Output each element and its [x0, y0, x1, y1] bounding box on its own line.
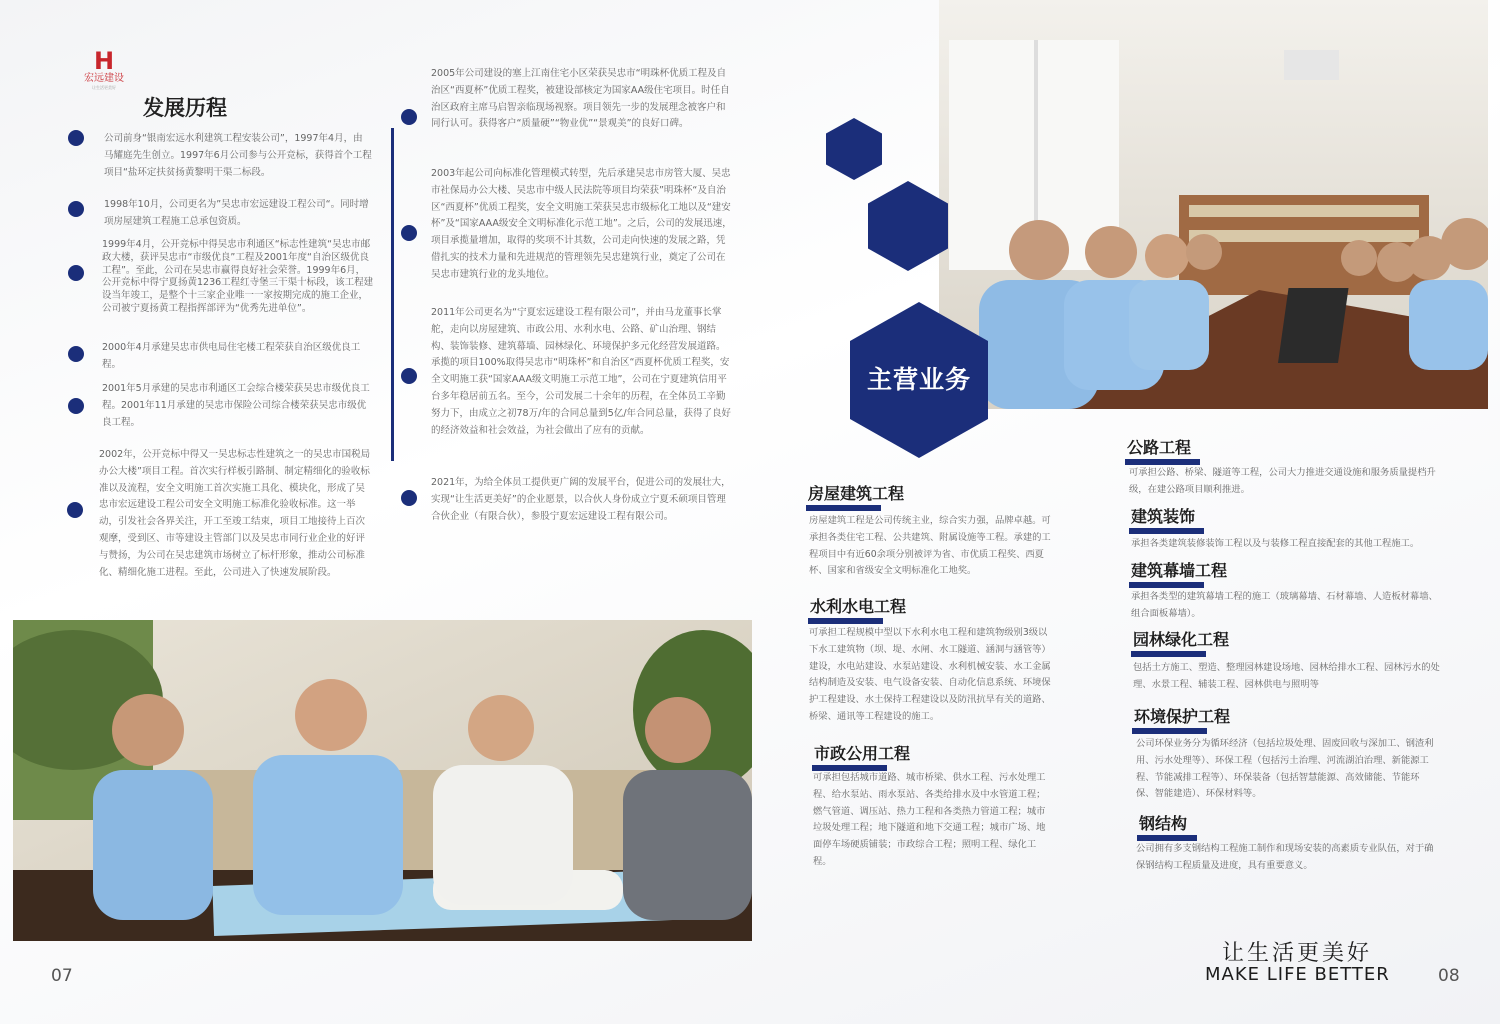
biz-title-text: 水利水电工程 — [810, 597, 907, 616]
timeline-dot — [68, 130, 84, 146]
biz-title-housing — [808, 481, 904, 504]
biz-desc-steel: 公司拥有多支钢结构工程施工制作和现场安装的高素质专业队伍，对于确保钢结构工程质量及进度，具有重要意义。 — [1136, 843, 1434, 871]
title-underline — [1129, 528, 1204, 534]
biz-desc-decoration: 承担各类建筑装修装饰工程以及与装修工程直接配套的其他工程施工。 — [1131, 538, 1420, 549]
timeline-dot — [401, 109, 417, 125]
biz-title-municipal — [814, 741, 910, 764]
biz-title-highway — [1127, 435, 1191, 458]
timeline-dot — [68, 201, 84, 217]
biz-title-environment — [1134, 704, 1230, 727]
history-paragraph: 1998年10月，公司更名为”吴忠市宏远建设工程公司“。同时增项房屋建筑工程施工总承包资质。 — [104, 199, 369, 227]
timeline-dot — [67, 502, 83, 518]
history-paragraph: 2021年，为给全体员工提供更广阔的发展平台，促进公司的发展壮大，实现“让生活更美好”的企业愿景，以合伙人身份成立宁夏禾硕项目管理合伙企业（有限合伙），参股宁夏宏远建设工程有限公司。 — [431, 477, 731, 522]
page-number-right: 08 — [1438, 966, 1460, 986]
biz-title-landscape — [1133, 627, 1229, 650]
logo-tagline: 让生活更美好 — [92, 85, 116, 90]
biz-title-text: 公路工程 — [1127, 438, 1192, 457]
page-number-left: 07 — [51, 966, 73, 986]
biz-desc-environment: 公司环保业务分为循环经济（包括垃圾处理、固废回收与深加工、钢渣利用、污水处理等）、环保工程（包括污土治理、河流湖泊治理、新能源工程、节能减排工程等）、环保装备（包括智慧能源、高效储能、节能环保、智能建造）、环保材料等。 — [1136, 738, 1434, 800]
history-paragraph: 2003年起公司向标准化管理模式转型，先后承建吴忠市房管大厦、吴忠市社保局办公大楼、吴忠市中级人民法院等项目均荣获”明珠杯“及自治区“西夏杯”优质工程奖，安全文明施工荣获吴忠市级标化工地以及“建安杯”及“国家AAA级安全文明标准化示范工地”。之后，公司的发展迅速，项目承揽量增加，取得的奖项不计其数，公司走向快速的发展之路，凭借扎实的技术力量和先进规范的管理领先吴忠建筑行业，奠定了公司在吴忠市建筑行业的龙头地位。 — [431, 168, 732, 280]
biz-desc-housing: 房屋建筑工程是公司传统主业，综合实力强，品牌卓越。可承担各类住宅工程、公共建筑、附属设施等工程。承建的工程项目中有近60余项分别被评为省、市优质工程奖、西夏杯、国家和省级安全文明标准化工地奖。 — [809, 515, 1051, 577]
biz-title-text: 园林绿化工程 — [1133, 630, 1230, 649]
timeline-dot — [68, 346, 84, 362]
timeline-dot — [401, 490, 417, 506]
history-paragraph: 2002年，公开竞标中得又一吴忠标志性建筑之一的吴忠市国税局办公大楼”项目工程。首次实行样板引路制、制定精细化的验收标准以及流程，安全文明施工首次实施工具化、模块化，形成了吴忠市宏远建设工程公司安全文明施工标准化验收标准。这一举动，引发社会各界关注，开工至竣工结束，项目工地接待上百次观摩，受到区、市等建设主管部门以及吴忠市同行业企业的好评与赞扬，为公司在吴忠建筑市场树立了标杆形象，推动公司标准化、精细化施工进程。至此，公司进入了快速发展阶段。 — [99, 449, 371, 578]
biz-title-text: 建筑幕墙工程 — [1131, 561, 1228, 580]
biz-title-text: 建筑装饰 — [1131, 507, 1196, 526]
title-underline — [1131, 651, 1206, 657]
logo-name: 宏远建设 — [84, 73, 124, 84]
biz-title-text: 钢结构 — [1139, 814, 1188, 833]
biz-desc-municipal: 可承担包括城市道路、城市桥梁、供水工程、污水处理工程、给水泵站、雨水泵站、各类给排水及中水管道工程；燃气管道、调压站、热力工程和各类热力管道工程；城市垃圾处理工程；地下隧道和地下交通工程；城市广场、地面停车场硬质铺装；市政综合工程；照明工程、绿化工程。 — [813, 772, 1046, 867]
history-paragraph: 1999年4月，公开竞标中得吴忠市利通区“标志性建筑“吴忠市邮政大楼，获评吴忠市“市级优良”工程及2001年度“自治区级优良工程”。至此，公司在吴忠市赢得良好社会荣誉。1999年6月，公开竞标中得宁夏扬黄1236工程红寺堡三干渠十标段，该工程建设当年竣工，是整个十三家企业唯一一家按期完成的施工企业，公司被宁夏扬黄工程指挥部评为“优秀先进单位”。 — [102, 239, 374, 314]
biz-title-water — [810, 594, 906, 617]
company-logo — [84, 47, 124, 91]
history-paragraph: 2005年公司建设的塞上江南住宅小区荣获吴忠市“明珠杯优质工程及自治区“西夏杯”优质工程奖，被建设部核定为国家AA级住宅项目。时任自治区政府主席马启智亲临现场视察。项目领先一步的发展理念被客户和同行认可。获得客户“质量硬”“物业优”“景观美”的良好口碑。 — [431, 68, 730, 130]
title-underline — [1129, 582, 1204, 588]
hexagon-decoration — [826, 118, 882, 180]
title-underline — [808, 618, 883, 624]
main-business-title: 主营业务 — [866, 365, 971, 394]
meeting-room-photo — [939, 0, 1488, 409]
biz-desc-water: 可承担工程规模中型以下水利水电工程和建筑物级别3级以下水工建筑物（坝、堤、水闸、水工隧道、涵洞与涵管等）建设，水电站建设、水泵站建设、水利机械安装、水工金属结构制造及安装、电气设备安装、自动化信息系统、环境保护工程建设、水土保持工程建设以及防汛抗旱有关的道路、桥梁、通讯等工程建设的施工。 — [809, 627, 1051, 722]
slogan-chinese: 让生活更美好 — [1222, 941, 1373, 966]
biz-desc-curtainwall: 承担各类型的建筑幕墙工程的施工（玻璃幕墙、石材幕墙、人造板材幕墙、组合面板幕墙）。 — [1131, 591, 1438, 619]
biz-title-curtainwall — [1131, 558, 1227, 581]
title-underline — [1132, 728, 1207, 734]
biz-desc-highway: 可承担公路、桥梁、隧道等工程，公司大力推进交通设施和服务质量提档升级，在建公路项目顺利推进。 — [1129, 467, 1436, 495]
timeline-dot — [401, 368, 417, 384]
history-paragraph: 公司前身“银南宏远水利建筑工程安装公司”，1997年4月，由马耀庭先生创立。1997年6月公司参与公开竞标，获得首个工程项目“盐环定扶贫扬黄黎明干渠二标段。 — [104, 133, 372, 178]
timeline-line — [391, 128, 394, 461]
team-photo-blueprints — [13, 620, 752, 941]
timeline-dot — [401, 225, 417, 241]
history-paragraph: 2001年5月承建的吴忠市利通区工会综合楼荣获吴忠市级优良工程。2001年11月承建的吴忠市保险公司综合楼荣获吴忠市级优良工程。 — [102, 383, 370, 428]
hexagon-decoration — [868, 181, 948, 271]
history-paragraph: 2000年4月承建吴忠市供电局住宅楼工程荣获自治区级优良工程。 — [102, 342, 361, 370]
biz-title-text: 房屋建筑工程 — [808, 484, 905, 503]
biz-title-text: 市政公用工程 — [814, 744, 911, 763]
timeline-dot — [68, 398, 84, 414]
logo-mark: H — [93, 47, 115, 75]
biz-title-decoration — [1131, 504, 1195, 527]
title-underline — [806, 505, 881, 511]
biz-title-text: 环境保护工程 — [1134, 707, 1231, 726]
history-paragraph: 2011年公司更名为“宁夏宏远建设工程有限公司”，并由马龙董事长掌舵，走向以房屋建筑、市政公用、水利水电、公路、矿山治理、钢结构、装饰装修、建筑幕墙、园林绿化、环境保护多元化经营发展道路。承揽的项目100%取得吴忠市“明珠杯”和自治区“西夏杯优质工程奖，安全文明施工获“国家AAA级文明施工示范工地”，公司在宁夏建筑信用平台多年稳居前五名。至今，公司发展二十余年的历程，在全体员工辛勤努力下，由成立之初78万/年的合同总量到5亿/年合同总量，获得了良好的经济效益和社会效益，为社会做出了应有的贡献。 — [431, 307, 732, 436]
slogan-english: MAKE LIFE BETTER — [1205, 964, 1390, 985]
history-title: 发展历程 — [143, 96, 227, 120]
timeline-dot — [68, 265, 84, 281]
biz-desc-landscape: 包括土方施工、塑造、整理园林建设场地、园林给排水工程、园林污水的处理、水景工程、辅装工程、园林供电与照明等 — [1133, 662, 1440, 690]
biz-title-steel — [1139, 811, 1187, 834]
